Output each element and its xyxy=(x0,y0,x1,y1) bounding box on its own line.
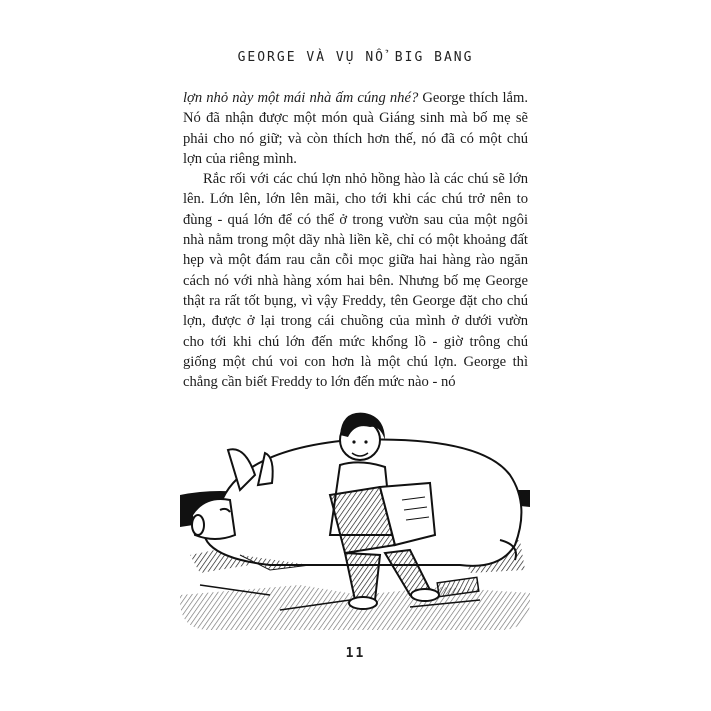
body-text xyxy=(183,88,528,392)
running-title: GEORGE VÀ VỤ NỔ BIG BANG xyxy=(237,50,474,65)
illustration-boy-and-pig xyxy=(180,395,530,635)
paragraph-1-text: George thích lắm. Nó đã nhận được một món quà Giáng sinh mà bố mẹ sẽ phải cho nó giữ; và còn thích hơn thế, nó đã có một chú lợn của riêng mình. xyxy=(183,90,528,167)
paragraph-1 xyxy=(183,88,528,169)
paragraph-1-italic: lợn nhỏ này một mái nhà ấm cúng nhé? xyxy=(183,90,419,106)
page-number: 11 xyxy=(345,646,366,661)
paragraph-2: Rắc rối với các chú lợn nhỏ hồng hào là các chú sẽ lớn lên. Lớn lên, lớn lên mãi, cho tới khi các chú trở nên to đùng - quá lớn để có thể ở trong vườn sau của một ngôi nhà nằm trong một dãy nhà liền kề, chỉ có một khoảng đất hẹp và một đám rau cằn cỗi mọc giữa hai hàng rào ngăn cách nó với nhà hàng xóm hai bên. Nhưng bố mẹ George thật ra rất tốt bụng, vì vậy Freddy, tên George đặt cho chú lợn, được ở lại trong cái chuồng của mình ở dưới vườn cho tới khi chú lớn đến mức khổng lồ - giờ trông chú giống một chú voi con hơn là một chú lợn. George thì chẳng cần biết Freddy to lớn đến mức nào - nó xyxy=(183,171,528,391)
